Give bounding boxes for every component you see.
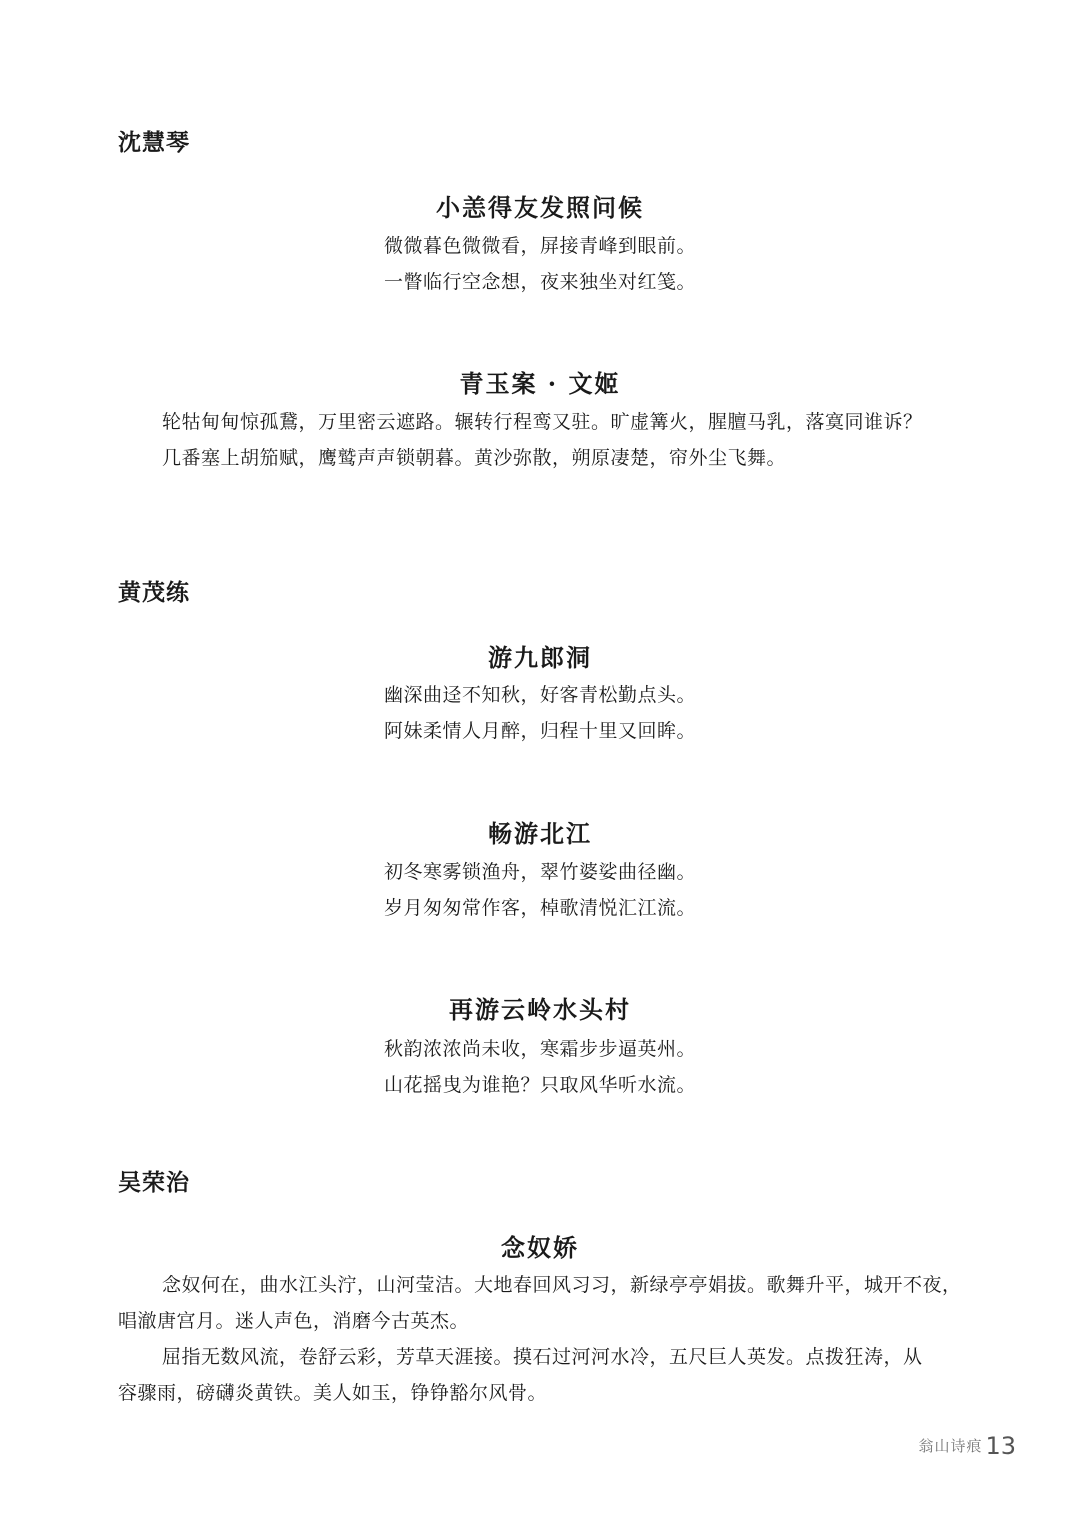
ci-paragraph — [118, 1339, 978, 1411]
page-footer — [918, 1432, 1016, 1460]
poem-title: 再游云岭水头村 — [449, 995, 631, 1024]
poem-title: 畅游北江 — [488, 819, 592, 848]
verse-line: 微微暮色微微看，屏接青峰到眼前。 — [383, 235, 696, 257]
verse-line: 岁月匆匆常作客，棹歌清悦汇江流。 — [383, 897, 696, 919]
verse-line: 几番塞上胡笳赋，鹰鹫声声锁朝暮。黄沙弥散，朔原凄楚，帘外尘飞舞。 — [162, 447, 787, 469]
verse-line: 一瞥临行空念想，夜来独坐对红笺。 — [383, 271, 696, 293]
poem-title: 小恙得友发照问候 — [436, 193, 644, 222]
verse-line: 幽深曲迳不知秋，好客青松勤点头。 — [383, 684, 696, 706]
verse-line: 阿妹柔情人月醉，归程十里又回眸。 — [383, 720, 696, 742]
author-2: 黄茂练 — [118, 579, 190, 606]
verse-line: 轮牯甸甸惊孤鵞，万里密云遮路。辗转行程鸾又驻。旷虚篝火，腥膻马乳，落寞同谁诉？ — [162, 411, 923, 433]
verse-line: 容骤雨，磅礴炎黄铁。美人如玉，铮铮豁尔风骨。 — [118, 1382, 548, 1404]
ci-paragraph — [118, 1267, 978, 1339]
verse-line: 屈指无数风流，卷舒云彩，芳草天涯接。摸石过河河水冷，五尺巨人英发。点拨狂涛，从 — [162, 1346, 923, 1368]
author-1: 沈慧琴 — [118, 129, 190, 156]
poem-body — [162, 404, 972, 476]
poem-body — [118, 1267, 978, 1411]
poem-body — [0, 228, 1080, 300]
poem-body — [0, 1031, 1080, 1103]
poem-title: 游九郎洞 — [488, 643, 592, 672]
poem-title: 青玉案 · 文姬 — [459, 369, 621, 398]
poem-title: 念奴娇 — [501, 1233, 579, 1262]
magazine-name: 翁山诗痕 — [918, 1437, 983, 1455]
poem-body — [0, 677, 1080, 749]
verse-line: 山花摇曳为谁艳？只取风华听水流。 — [383, 1074, 696, 1096]
page-number: 13 — [985, 1432, 1016, 1460]
verse-line: 唱澈唐宫月。迷人声色，消磨今古英杰。 — [118, 1310, 470, 1332]
verse-line: 初冬寒雾锁渔舟，翠竹婆娑曲径幽。 — [383, 861, 696, 883]
author-3: 吴荣治 — [118, 1169, 190, 1196]
poem-body — [0, 854, 1080, 926]
verse-line: 秋韵浓浓尚未收，寒霜步步逼英州。 — [383, 1038, 696, 1060]
verse-line: 念奴何在，曲水江头泞，山河莹洁。大地春回风习习，新绿亭亭娟拔。歌舞升平，城开不夜， — [162, 1274, 962, 1296]
